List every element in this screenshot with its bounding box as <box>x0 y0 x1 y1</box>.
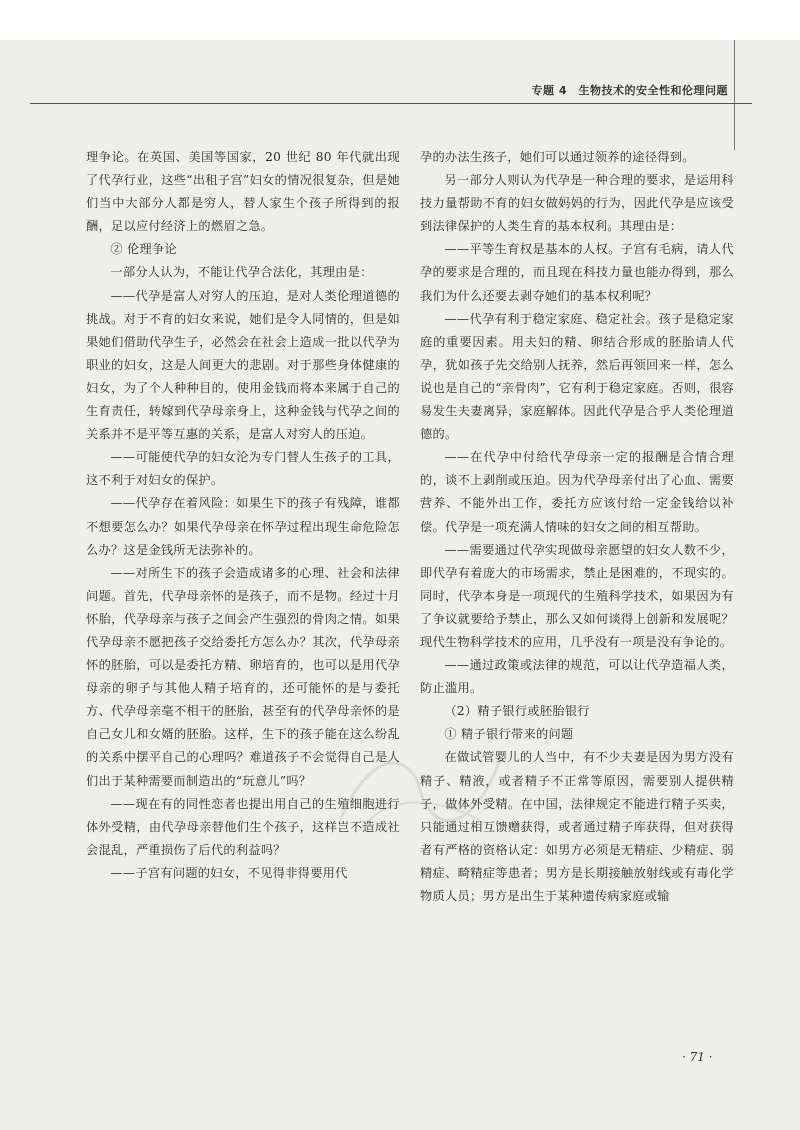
right-column <box>420 146 734 908</box>
paragraph: ——对所生下的孩子会造成诸多的心理、社会和法律问题。首先，代孕母亲怀的是孩子，而不是物。经过十月怀胎，代孕母亲与孩子之间会产生强烈的骨肉之情。如果代孕母亲不愿把孩子交给委托方怎么办？其次，代孕母亲怀的胚胎，可以是委托方精、卵培育的，也可以是用代孕母亲的卵子与其他人精子培育的，还可能怀的是与委托方、代孕母亲毫不相干的胚胎，甚至有的代孕母亲怀的是自己女儿和女婿的胚胎。这样，生下的孩子能在这么纷乱的关系中摆平自己的心理吗？难道孩子不会觉得自己是人们出于某种需要而制造出的“玩意儿”吗？ <box>86 565 400 788</box>
paragraph: 理争论。在英国、美国等国家，20 世纪 80 年代就出现了代孕行业，这些“出租子宫”妇女的情况很复杂，但是她们当中大部分人都是穷人，替人家生个孩子所得到的报酬，足以应付经济上的燃眉之急。 <box>86 150 400 234</box>
paragraph: ——代孕存在着风险：如果生下的孩子有残障，谁都不想要怎么办？如果代孕母亲在怀孕过程出现生命危险怎么办？这是金钱所无法弥补的。 <box>86 496 400 557</box>
paragraph: （2）精子银行或胚胎银行 <box>444 704 590 719</box>
book-page <box>0 40 800 1130</box>
paragraph: ——通过政策或法律的规范，可以让代孕造福人类，防止滥用。 <box>420 658 734 696</box>
paragraph: ② 伦理争论 <box>110 242 178 257</box>
paragraph: ——需要通过代孕实现做母亲愿望的妇女人数不少，即代孕有着庞大的市场需求，禁止是困难的，不现实的。同时，代孕本身是一项现代的生殖科学技术，如果因为有了争议就要给予禁止，那么又如何谈得上创新和发展呢？现代生物科学技术的应用，几乎没有一项是没有争论的。 <box>420 542 734 649</box>
paragraph: ——子宫有问题的妇女，不见得非得要用代 <box>110 865 348 880</box>
paragraph: 在做试管婴儿的人当中，有不少夫妻是因为男方没有精子、精液，或者精子不正常等原因，需要别人提供精子，做体外受精。在中国，法律规定不能进行精子买卖，只能通过相互馈赠获得，或者通过精子库获得，但对获得者有严格的资格认定：如男方必须是无精症、少精症、弱精症、畸精症等患者；男方是长期接触放射线或有毒化学物质人员；男方是出生于某种遗传病家庭或输 <box>420 750 734 903</box>
paragraph: 另一部分人则认为代孕是一种合理的要求，是运用科技力量帮助不育的妇女做妈妈的行为，因此代孕是应该受到法律保护的人类生育的基本权利。其理由是： <box>420 173 734 234</box>
page-number: · 71 · <box>682 1050 713 1064</box>
paragraph: 孕的办法生孩子，她们可以通过领养的途径得到。 <box>420 150 695 164</box>
paragraph: ——代孕有利于稳定家庭、稳定社会。孩子是稳定家庭的重要因素。用夫妇的精、卵结合形成的胚胎请人代孕，犹如孩子先交给别人抚养，然后再领回来一样，怎么说也是自己的“亲骨肉”，它有利于稳定家庭。否则，很容易发生夫妻离异，家庭解体。因此代孕是合乎人类伦理道德的。 <box>420 311 734 442</box>
paragraph: ——可能使代孕的妇女沦为专门替人生孩子的工具，这不利于对妇女的保护。 <box>86 450 400 488</box>
paragraph: ——在代孕中付给代孕母亲一定的报酬是合情合理的，谈不上剥削或压迫。因为代孕母亲付出了心血、需要营养、不能外出工作，委托方应该付给一定金钱给以补偿。代孕是一项充满人情味的妇女之间的相互帮助。 <box>420 450 734 534</box>
paragraph: 一部分人认为，不能让代孕合法化，其理由是： <box>110 265 373 280</box>
paragraph: ——平等生育权是基本的人权。子宫有毛病，请人代孕的要求是合理的，而且现在科技力量也能办得到，那么我们为什么还要去剥夺她们的基本权利呢？ <box>420 242 734 303</box>
header-horizontal-rule <box>30 103 752 104</box>
paragraph: ——现在有的同性恋者也提出用自己的生殖细胞进行体外受精，由代孕母亲替他们生个孩子，这样岂不造成社会混乱，严重损伤了后代的利益吗？ <box>86 796 400 857</box>
left-column <box>86 146 400 885</box>
header-vertical-rule <box>734 40 735 150</box>
running-header: 专题 4 生物技术的安全性和伦理问题 <box>531 84 728 97</box>
paragraph: ① 精子银行带来的问题 <box>444 727 574 742</box>
paragraph: ——代孕是富人对穷人的压迫，是对人类伦理道德的挑战。对于不育的妇女来说，她们是令人同情的，但是如果她们借助代孕生子，必然会在社会上造成一批以代孕为职业的妇女，这是人间更大的悲剧。对于那些身体健康的妇女，为了个人种种目的，使用金钱而将本来属于自己的生育责任，转嫁到代孕母亲身上，这种金钱与代孕之间的关系并不是平等互惠的关系，是富人对穷人的压迫。 <box>86 288 400 442</box>
